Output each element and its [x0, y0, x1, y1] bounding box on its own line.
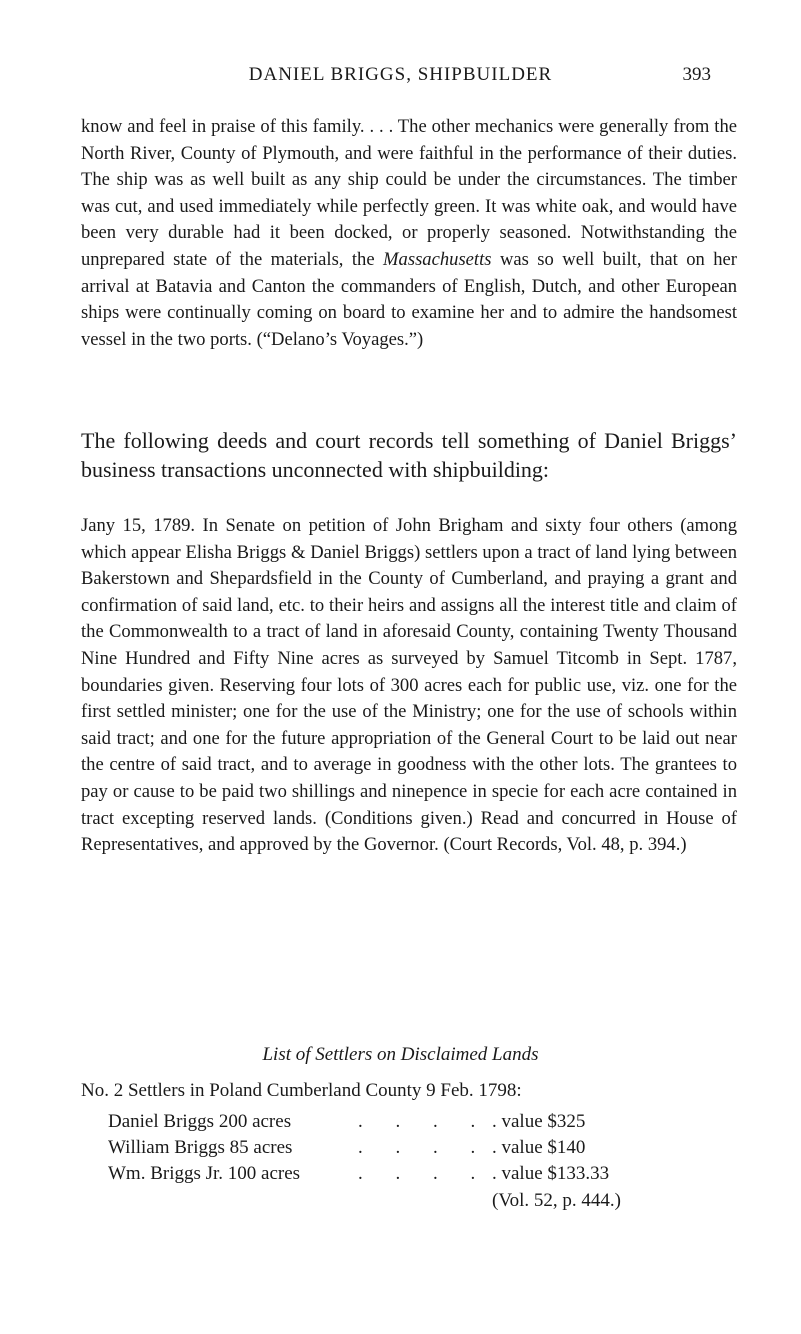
ship-name: Massachusetts — [383, 248, 492, 270]
list-title: List of Settlers on Disclaimed Lands — [262, 1044, 539, 1065]
leader-dots: . . . . — [358, 1163, 490, 1184]
paragraph-senate-record — [81, 513, 737, 859]
paragraph-delano-quote — [81, 114, 737, 353]
leader-dots: . . . . — [358, 1111, 490, 1132]
leader-dots: . . . . — [358, 1137, 490, 1158]
settler-name: Wm. Briggs Jr. 100 acres — [108, 1163, 301, 1184]
paragraph-text: Jany 15, 1789. In Senate on petition of John Brigham and sixty four others (among which appear Elisha Briggs & Daniel Briggs) settlers upon a tract of land lying between Bakerstown and Shepardsfield in the County of Cumberland, and praying a grant and confirmation of said land, etc. to their heirs and assigns all the interest title and claim of the Commonwealth to a tract of land in aforesaid County, containing Twenty Thousand Nine Hundred and Fifty Nine acres as surveyed by Samuel Titcomb in Sept. 1787, boundaries given. Reserving four lots of 300 acres each for public use, viz. one for the first settled minister; one for the use of the Ministry; one for the use of schools within said tract; and one for the future appropriation of the General Court to be laid out near the centre of said tract, and to average in goodness with the other lots. The grantees to pay or cause to be paid two shillings and ninepence in specie for each acre contained in tract excepting reserved lands. (Conditions given.) Read and concurred in House of Representatives, and approved by the Governor. (Court Records, Vol. 48, p. 394.) — [81, 515, 737, 856]
list-citation: (Vol. 52, p. 444.) — [492, 1190, 621, 1211]
settler-value: . value $133.33 — [492, 1163, 610, 1184]
lead-paragraph: The following deeds and court records tell something of Daniel Briggs’ business transactions unconnected with shipbuilding: — [81, 428, 737, 482]
settler-name: Daniel Briggs 200 acres — [108, 1111, 292, 1132]
page-number: 393 — [682, 64, 711, 85]
paragraph-text: know and feel in praise of this family. . . . The other mechanics were generally from the North River, County of Plymouth, and were faithful in the performance of their duties. The ship was as well built as any ship could be under the circumstances. The timber was cut, and used immediately while perfectly green. It was white oak, and would have been very durable had it been docked, or properly seasoned. Notwithstanding the unprepared state of the materials, the — [81, 116, 737, 270]
list-intro: No. 2 Settlers in Poland Cumberland County 9 Feb. 1798: — [81, 1080, 522, 1101]
settler-name: William Briggs 85 acres — [108, 1137, 293, 1158]
running-title: DANIEL BRIGGS, SHIPBUILDER — [248, 64, 553, 85]
settler-value: . value $140 — [492, 1137, 586, 1158]
paragraph-text: was so well built, that on her arrival at Batavia and Canton the commanders of English, Dutch, and other European ships were continually coming on board to examine her and to admire the handsomest vessel in the two ports. (“Delano’s Voyages.”) — [81, 248, 737, 350]
settler-value: . value $325 — [492, 1111, 586, 1132]
page-header — [0, 64, 801, 94]
